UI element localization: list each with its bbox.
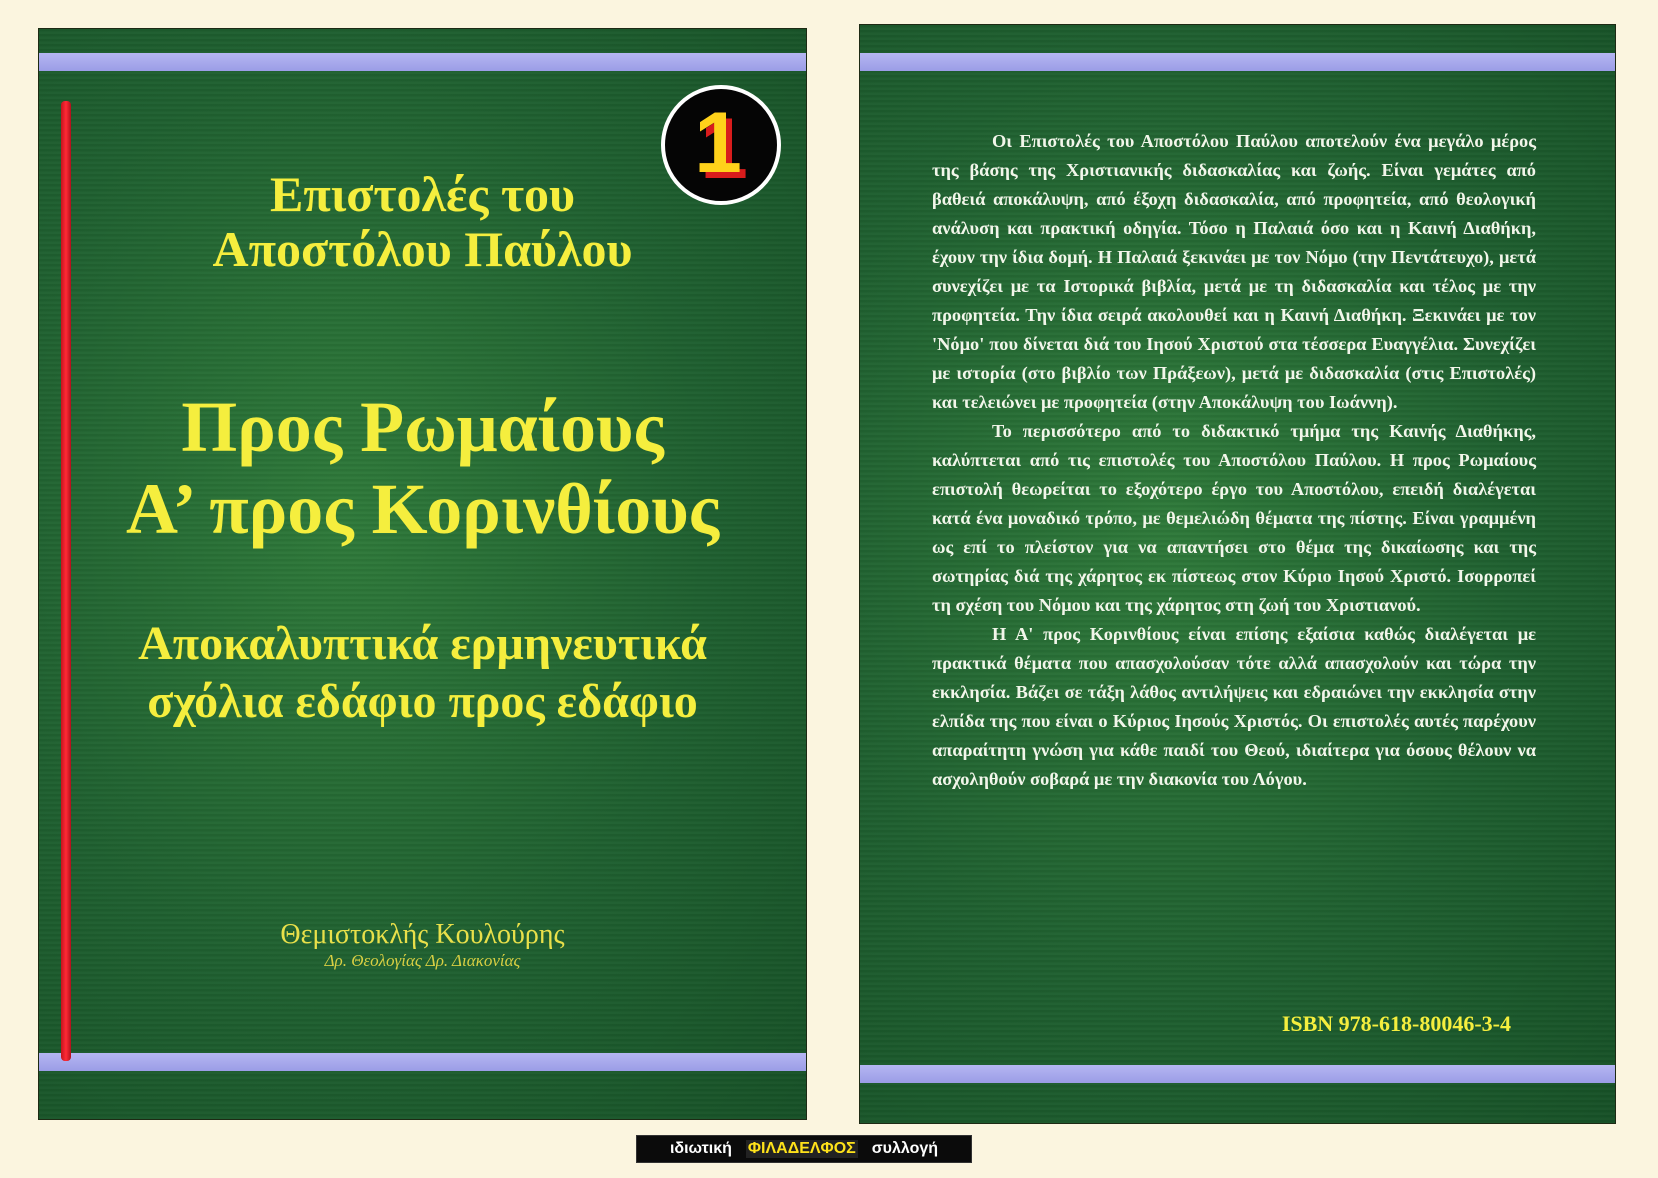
book-title-line1: Προς Ρωμαίους [181, 387, 664, 467]
series-title-line1: Επιστολές του [269, 166, 575, 222]
blurb-paragraph: Το περισσότερο από το διδακτικό τμήμα της Καινής Διαθήκης, καλύπτεται από τις επιστολές του Αποστόλου Παύλου. Η προς Ρωμαίους επιστολή θεωρείται το εξοχότερο έργο του Αποστόλου, επειδή διαλέγεται κατά ένα μοναδικό τρόπο, με θεμελιώδη θέματα της πίστης. Είναι γραμμένη ως επί το πλείστον για να απαντήσει στο θέμα της δικαίωσης και της σωτηρίας διά της χάρητος εκ πίστεως στον Κύριο Ιησού Χριστό. Ισορροπεί τη σχέση του Νόμου και της χάρητος στη ζωή του Χριστιανού. [932, 421, 1536, 615]
book-title-line2: Α’ προς Κορινθίους [126, 469, 719, 549]
series-title-line2: Αποστόλου Παύλου [212, 221, 633, 277]
blurb-paragraph: Οι Επιστολές του Αποστόλου Παύλου αποτελούν ένα μεγάλο μέρος της βάσης της Χριστιανικής διδασκαλίας και ζωής. Είναι γεμάτες από βαθειά αποκάλυψη, από έξοχη διδασκαλία, από προφητεία, από θεολογική ανάλυση και πρακτική οδηγία. Τόσο η Παλαιά όσο και η Καινή Διαθήκη, έχουν την ίδια δομή. Η Παλαιά ξεκινάει με τον Νόμο (την Πεντάτευχο), μετά συνεχίζει με τα Ιστορικά βιβλία, μετά με τη διδασκαλία και τέλος με την προφητεία. Την ίδια σειρά ακολουθεί και η Καινή Διαθήκη. Ξεκινάει με τον 'Νόμο' που δίνεται διά του Ιησού Χριστού στα τέσσερα Ευαγγέλια. Συνεχίζει με ιστορία (στο βιβλίο των Πράξεων), μετά με διδασκαλία (στις Επιστολές) και τελειώνει με προφητεία (στην Αποκάλυψη του Ιωάννη). [932, 131, 1536, 412]
bottom-band [860, 1065, 1615, 1083]
collection-label-left: ιδιωτική [669, 1140, 732, 1157]
book-subtitle-line2: σχόλια εδάφιο προς εδάφιο [147, 675, 698, 728]
collection-label [636, 1135, 972, 1163]
top-band [860, 53, 1615, 71]
blurb-paragraph: Η Α' προς Κορινθίους είναι επίσης εξαίσια καθώς διαλέγεται με πρακτικά θέματα που απασχολούσαν τότε αλλά απασχολούν και τώρα την εκκλησία. Βάζει σε τάξη λάθος αντιλήψεις και εδραιώνει την εκκλησία στην ελπίδα της που είναι ο Κύριος Ιησούς Χριστός. Οι επιστολές αυτές παρέχουν απαραίτητη γνώση για κάθε παιδί του Θεού, ιδιαίτερα για όσους θέλουν να ασχοληθούν σοβαρά με την διακονία του Λόγου. [932, 624, 1536, 789]
back-cover-blurb [932, 127, 1536, 794]
bottom-band [39, 1053, 806, 1071]
series-title [39, 167, 806, 277]
collection-label-right: συλλογή [871, 1140, 939, 1157]
top-band [39, 53, 806, 71]
back-cover [859, 24, 1616, 1124]
isbn-number: ISBN 978-618-80046-3-4 [1281, 1011, 1511, 1036]
author-credentials: Δρ. Θεολογίας Δρ. Διακονίας [324, 951, 521, 970]
book-subtitle-line1: Αποκαλυπτικά ερμηνευτικά [138, 617, 707, 670]
volume-number: 1 [694, 95, 742, 191]
collection-label-name: ΦΙΛΑΔΕΛΦΟΣ [747, 1140, 856, 1157]
front-cover [38, 28, 807, 1120]
author-name: Θεμιστοκλής Κουλούρης [280, 919, 565, 950]
book-title [39, 386, 806, 550]
book-subtitle [39, 615, 806, 731]
